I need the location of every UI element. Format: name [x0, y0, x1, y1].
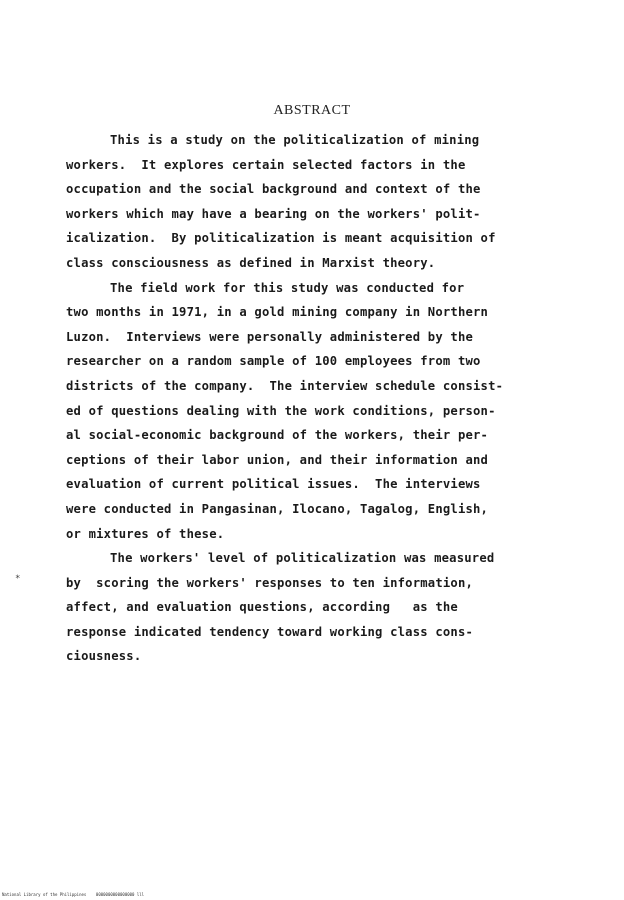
abstract-line: al social-economic background of the workers, their per-	[66, 428, 489, 443]
abstract-line: class consciousness as defined in Marxist theory.	[66, 255, 436, 270]
abstract-line: researcher on a random sample of 100 employees from two	[66, 354, 481, 369]
abstract-line: The field work for this study was conducted for	[110, 280, 465, 295]
abstract-body	[66, 128, 606, 669]
abstract-line: icalization. By politicalization is meant acquisition of	[66, 231, 496, 246]
abstract-line: Luzon. Interviews were personally administered by the	[66, 329, 474, 344]
abstract-line: response indicated tendency toward working class cons-	[66, 624, 474, 639]
abstract-title: ABSTRACT	[273, 103, 351, 118]
footer-stamp: National Library of the Philippines 0000000000000000 lll	[2, 892, 145, 897]
abstract-line: workers which may have a bearing on the workers' polit-	[66, 206, 481, 221]
abstract-line: or mixtures of these.	[66, 526, 225, 541]
abstract-line: by scoring the workers' responses to ten information,	[66, 575, 474, 590]
abstract-line: ed of questions dealing with the work conditions, person-	[66, 403, 496, 418]
abstract-line: ciousness.	[66, 649, 142, 664]
abstract-line: workers. It explores certain selected factors in the	[66, 157, 466, 172]
margin-marker: *	[15, 574, 21, 584]
abstract-line: two months in 1971, in a gold mining company in Northern	[66, 305, 489, 320]
abstract-line: ceptions of their labor union, and their information and	[66, 452, 489, 467]
abstract-line: were conducted in Pangasinan, Ilocano, Tagalog, English,	[66, 501, 489, 516]
abstract-line: The workers' level of politicalization was measured	[110, 551, 495, 566]
abstract-line: evaluation of current political issues. The interviews	[66, 477, 481, 492]
abstract-line: affect, and evaluation questions, according as the	[66, 600, 458, 615]
abstract-line: occupation and the social background and context of the	[66, 182, 481, 197]
abstract-line: This is a study on the politicalization of mining	[110, 133, 480, 147]
abstract-line: districts of the company. The interview schedule consist-	[66, 378, 504, 393]
